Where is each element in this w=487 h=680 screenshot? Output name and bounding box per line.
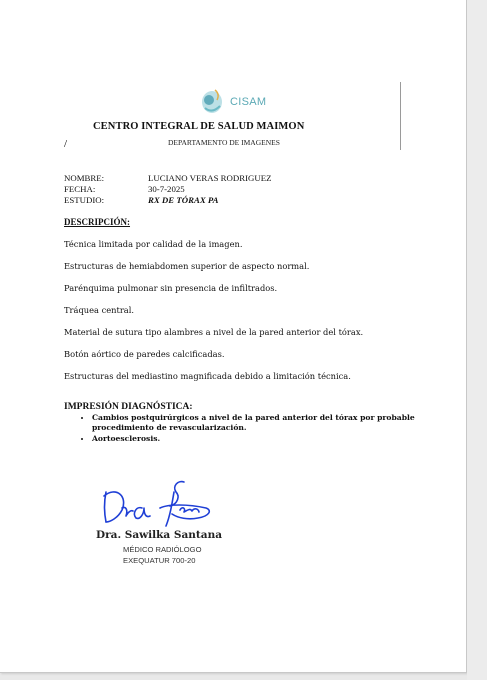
impression-item: • Aortoesclerosis.: [92, 434, 422, 444]
date-value: 30-7-2025: [148, 184, 185, 194]
study-value: RX DE TÓRAX PA: [148, 195, 219, 205]
doctor-exequatur: EXEQUATUR 700-20: [123, 556, 196, 565]
impression-list: [80, 413, 422, 444]
date-label: FECHA:: [64, 184, 96, 194]
text-cursor: /: [64, 138, 68, 150]
description-line: Estructuras del mediastino magnificada debido a limitación técnica.: [64, 371, 351, 381]
description-heading: DESCRIPCIÓN:: [64, 217, 131, 227]
doctor-title: MÉDICO RADIÓLOGO: [123, 545, 202, 554]
doctor-name: Dra. Sawilka Santana: [96, 529, 222, 541]
description-line: Tráquea central.: [64, 305, 135, 315]
patient-name-value: LUCIANO VERAS RODRIGUEZ: [148, 173, 272, 183]
margin-line: [400, 82, 401, 150]
organization-title: CENTRO INTEGRAL DE SALUD MAIMON: [93, 121, 305, 132]
impression-heading: IMPRESIÓN DIAGNÓSTICA:: [64, 402, 193, 412]
description-line: Material de sutura tipo alambres a nivel de la pared anterior del tórax.: [64, 327, 364, 337]
description-line: Botón aórtico de paredes calcificadas.: [64, 349, 225, 359]
description-line: Estructuras de hemiabdomen superior de aspecto normal.: [64, 261, 310, 271]
handwritten-signature-icon: [98, 478, 216, 530]
department-label: DEPARTAMENTO DE IMAGENES: [168, 138, 280, 147]
impression-item: • Cambios postquirúrgicos a nivel de la pared anterior del tórax por probable procedimiento de revascularización.: [92, 413, 422, 434]
logo-text: CISAM: [230, 96, 267, 108]
description-line: Técnica limitada por calidad de la imagen.: [64, 239, 243, 249]
study-label: ESTUDIO:: [64, 195, 105, 205]
description-line: Parénquima pulmonar sin presencia de infiltrados.: [64, 283, 278, 293]
viewer-background-strip: [467, 0, 487, 680]
patient-name-label: NOMBRE:: [64, 173, 105, 183]
